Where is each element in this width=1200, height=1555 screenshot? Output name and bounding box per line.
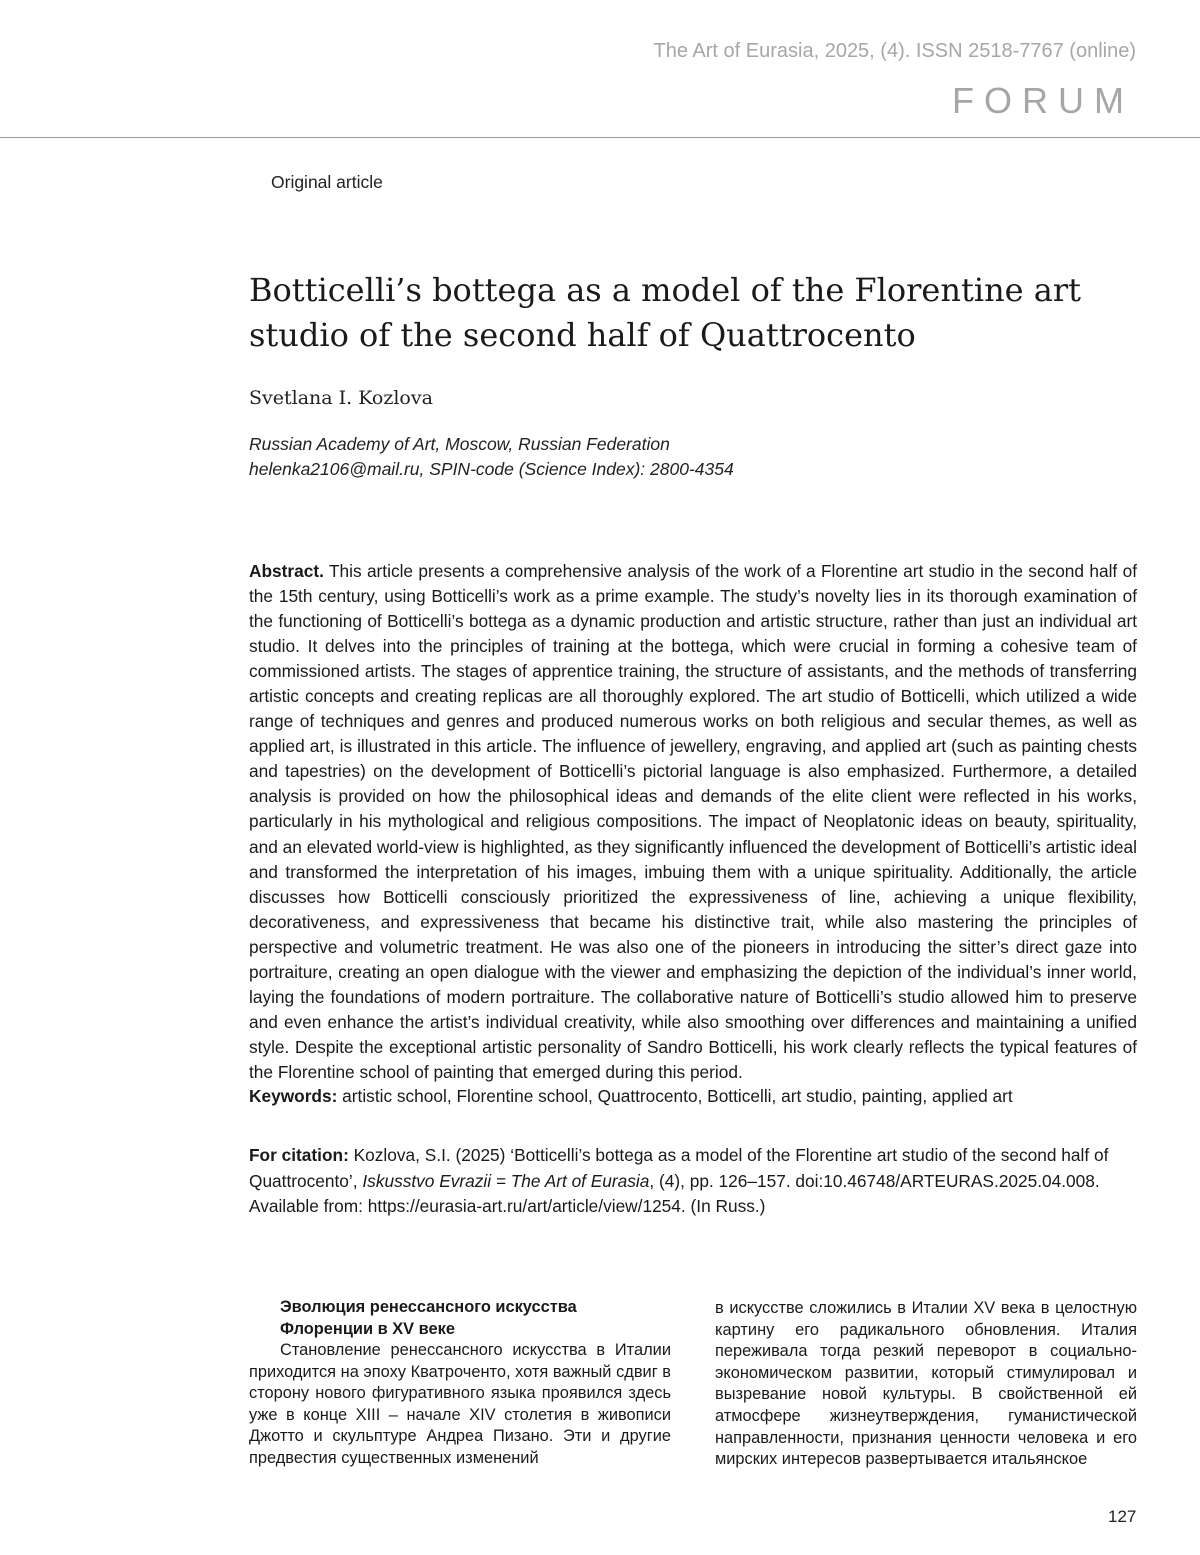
author-contact: helenka2106@mail.ru, SPIN-code (Science Index): 2800-4354 [249,459,734,479]
article-title: Botticelli’s bottega as a model of the Florentine art studio of the second half of Quattrocento [249,271,1082,354]
author-name: Svetlana I. Kozlova [249,387,433,409]
abstract-text: This article presents a comprehensive analysis of the work of a Florentine art studio in the second half of the 15th century, using Botticelli’s work as a prime example. The study’s novelty lies in its thorough examination of the functioning of Botticelli’s bottega as a dynamic production and artistic structure, rather than just an individual art studio. It delves into the principles of training at the bottega, which were crucial in forming a cohesive team of commissioned artists. The stages of apprentice training, the structure of assistants, and the methods of transferring artistic concepts and creating replicas are all thoroughly explored. The art studio of Botticelli, which utilized a wide range of techniques and genres and produced numerous works on both religious and secular themes, as well as applied art, is illustrated in this article. The influence of jewellery, engraving, and applied art (such as painting chests and tapestries) on the development of Botticelli’s pictorial language is also emphasized. Furthermore, a detailed analysis is provided on how the philosophical ideas and demands of the elite client were reflected in his works, particularly in his mythological and religious compositions. The impact of Neoplatonic ideas on beauty, spirituality, and an elevated world-view is highlighted, as they significantly influenced the development of Botticelli’s artistic ideal and transformed the interpretation of his images, imbuing them with a unique spirituality. Additionally, the article discusses how Botticelli consciously prioritized the expressiveness of line, achieving a unique flexibility, decorativeness, and expressiveness that became his distinctive trait, while also mastering the principles of perspective and volumetric treatment. He was also one of the pioneers in introducing the sitter’s direct gaze into portraiture, creating an open dialogue with the viewer and emphasizing the depiction of the individual’s inner world, laying the foundations of modern portraiture. The collaborative nature of Botticelli’s studio allowed him to preserve and even enhance the artist’s individual creativity, while also smoothing over differences and maintaining a unified style. Despite the exceptional artistic personality of Sandro Botticelli, his work clearly reflects the typical features of the Florentine school of painting that emerged during this period. [249,561,1137,1082]
affiliation: Russian Academy of Art, Moscow, Russian Federation [249,434,670,454]
citation-details: , (4), pp. 126–157. doi:10.46748/ARTEURAS.2025.04.008. Available from: https://eurasia-art.ru/art/article/view/1254. (In Russ.) [249,1170,1100,1216]
body-paragraph-continued: в искусстве сложились в Италии XV века в целостную картину его радикального обновления. Италия переживала тогда резкий переворот в социально-экономическом развитии, который стимулировал и вызревание новой культуры. В свойственной ей атмосфере жизнеутверждения, гуманистической направленности, признания ценности человека и его мирских интересов развертывается итальянское [715,1299,1137,1469]
author-affiliation-block [249,432,734,482]
abstract-label: Abstract. [249,561,324,581]
page-number: 127 [1108,1507,1137,1526]
citation-text: Kozlova, S.I. (2025) ‘Botticelli’s bottega as a model of the Florentine art studio of the second half of Quattrocento’, [249,1145,1109,1191]
article-type: Original article [271,172,383,192]
header-divider [0,137,1200,138]
abstract [249,559,1137,1085]
keywords-label: Keywords: [249,1086,338,1106]
section-name: FORUM [952,80,1134,121]
keywords-text: artistic school, Florentine school, Quattrocento, Botticelli, art studio, painting, applied art [342,1086,1013,1106]
citation-label: For citation: [249,1145,349,1165]
section-heading-line-2: Флоренции в XV веке [280,1320,455,1338]
journal-header: The Art of Eurasia, 2025, (4). ISSN 2518-7767 (online) [653,40,1136,62]
body-column-left [249,1296,671,1470]
section-heading-line-1: Эволюция ренессансного искусства [280,1298,577,1316]
citation-journal: Iskusstvo Evrazii = The Art of Eurasia [362,1170,650,1191]
citation [249,1143,1137,1220]
section-heading [249,1296,671,1340]
body-column-right [715,1298,1137,1471]
body-paragraph: Становление ренессансного искусства в Италии приходится на эпоху Кватроченто, хотя важный сдвиг в сторону нового фигуративного языка проявился здесь уже в конце XIII – начале XIV столетия в живописи Джотто и скульптуре Андреа Пизано. Эти и другие предвестия существенных изменений [249,1341,671,1467]
keywords [249,1084,1137,1109]
